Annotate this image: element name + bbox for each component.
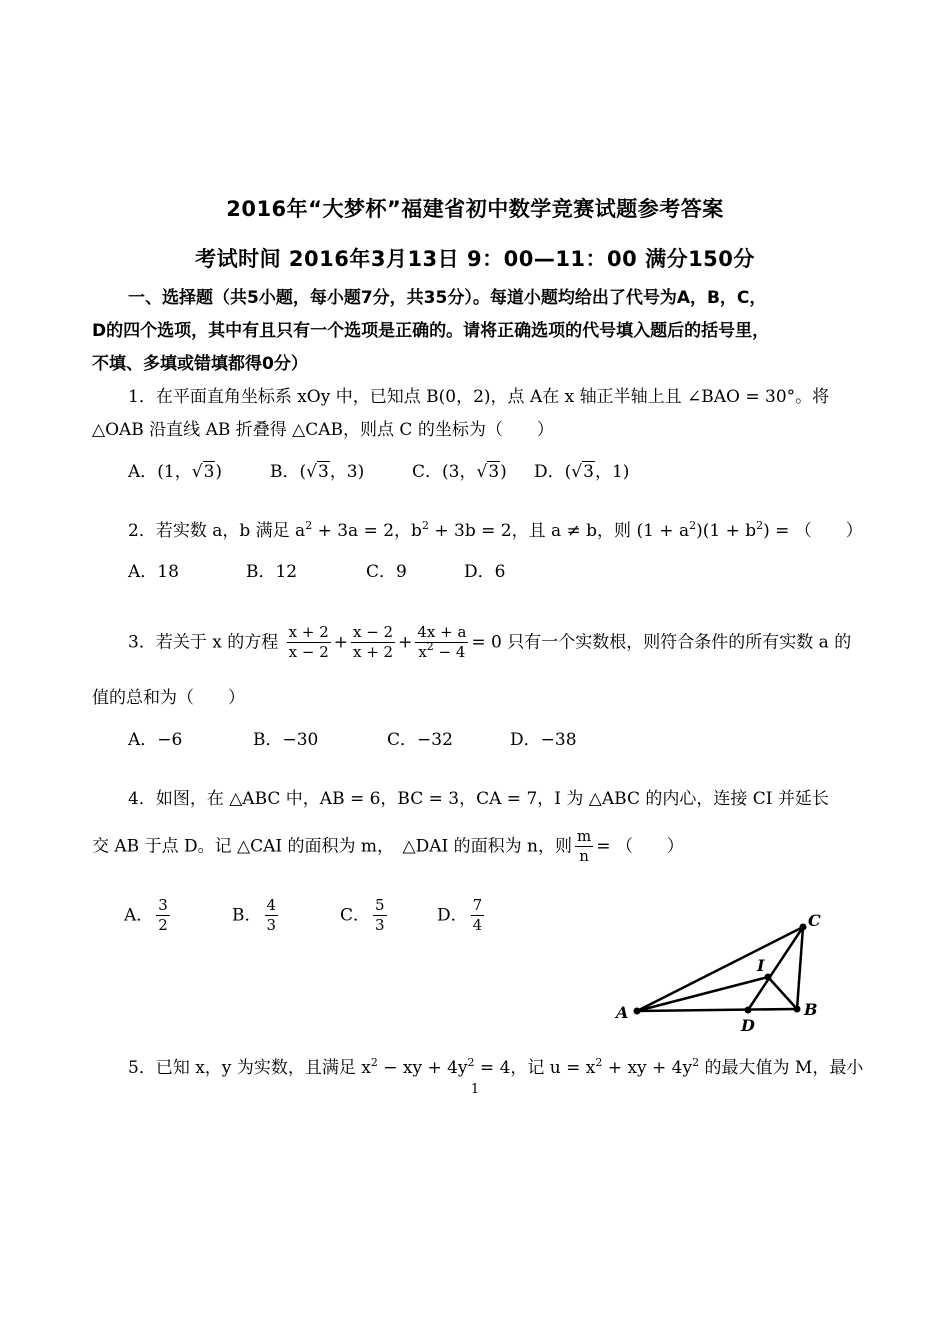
fraction-1: $\frac{x + 2}{x - 2}$ bbox=[288, 623, 329, 662]
point-d bbox=[745, 1007, 752, 1014]
label-d: D bbox=[741, 1016, 755, 1035]
point-a bbox=[634, 1008, 641, 1015]
question-3-option-a: A．−6 bbox=[128, 730, 183, 750]
question-2-option-d: D．6 bbox=[464, 562, 506, 582]
question-4-option-a: A． $\frac{3}{2}$ bbox=[124, 896, 168, 935]
question-1-option-d: D．(√3，1) bbox=[534, 462, 630, 482]
label-b: B bbox=[804, 1000, 818, 1019]
question-3-option-d: D．−38 bbox=[510, 730, 577, 750]
question-4-option-b: B． $\frac{4}{3}$ bbox=[232, 896, 277, 935]
fraction-m-over-n: $\frac{m}{n}$ bbox=[576, 827, 592, 866]
point-b bbox=[794, 1006, 801, 1013]
exam-info: 考试时间 2016年3月13日 9：00—11：00 满分150分 bbox=[195, 247, 755, 271]
question-1-option-c: C．(3，√3) bbox=[412, 462, 507, 482]
page-number: 1 bbox=[470, 1082, 480, 1097]
question-2-option-b: B．12 bbox=[246, 562, 298, 582]
question-4-line-2: 交 AB 于点 D。记 △CAI 的面积为 m， △DAI 的面积为 n，则 $\frac{m}{n}$ = （ ） bbox=[92, 827, 684, 866]
section-intro-line-3: 不填、多填或错填都得0分） bbox=[92, 354, 308, 374]
fraction-3: $\frac{4x + a}{x^2 - 4}$ bbox=[417, 623, 467, 662]
document-title: 2016年“大梦杯”福建省初中数学竞赛试题参考答案 bbox=[226, 197, 724, 221]
question-3-option-b: B．−30 bbox=[253, 730, 319, 750]
segment-ac bbox=[637, 927, 803, 1011]
segment-ai bbox=[637, 977, 768, 1011]
label-c: C bbox=[808, 911, 821, 930]
label-a: A bbox=[616, 1003, 629, 1022]
question-3-option-c: C．−32 bbox=[387, 730, 453, 750]
question-4-option-c: C． $\frac{5}{3}$ bbox=[340, 896, 385, 935]
segment-ab bbox=[637, 1009, 797, 1011]
question-2-option-a: A．18 bbox=[128, 562, 179, 582]
segment-ib bbox=[768, 977, 797, 1009]
label-i: I bbox=[757, 956, 765, 975]
question-1-line-1: 1．在平面直角坐标系 xOy 中，已知点 B(0，2)，点 A在 x 轴正半轴上且 ∠BAO = 30°。将 bbox=[128, 387, 830, 407]
question-4-option-d: D． $\frac{7}{4}$ bbox=[437, 896, 483, 935]
segment-cb bbox=[797, 927, 803, 1009]
question-1-option-a: A．(1，√3) bbox=[128, 462, 223, 482]
question-3-line-2: 值的总和为（ ） bbox=[92, 688, 245, 708]
question-2-line-1: 2．若实数 a，b 满足 $a^2 + 3a = 2$，$b^2 + 3b = 2$，且 a ≠ b，则 $(1 + a^2)(1 + b^2)$ = （ ） bbox=[128, 519, 863, 541]
question-1-line-2: △OAB 沿直线 AB 折叠得 △CAB，则点 C 的坐标为（ ） bbox=[92, 420, 554, 440]
section-intro-line-1: 一、选择题（共5小题，每小题7分，共35分）。每道小题均给出了代号为A，B，C， bbox=[128, 288, 767, 308]
question-1-option-b: B．(√3，3) bbox=[270, 462, 365, 482]
point-i bbox=[765, 974, 772, 981]
section-intro-line-2: D的四个选项，其中有且只有一个选项是正确的。请将正确选项的代号填入题后的括号里， bbox=[92, 321, 770, 341]
question-3-line-1: 3．若关于 x 的方程 $\frac{x + 2}{x - 2}$ + $\frac{x - 2}{x + 2}$ + $\frac{4x + a}{x^2 - 4}$ = 0 只有一个实数根，则符合条件的所有实数 a 的 bbox=[128, 623, 852, 662]
question-2-option-c: C．9 bbox=[366, 562, 407, 582]
question-5-line-1: 5．已知 x，y 为实数，且满足 $x^2$ − xy + $4y^2 = 4$，记 $u = x^2$ + xy + $4y^2$ 的最大值为 M，最小 bbox=[128, 1056, 864, 1078]
point-c bbox=[800, 924, 807, 931]
question-4-line-1: 4．如图，在 △ABC 中，AB = 6，BC = 3，CA = 7，I 为 △ABC 的内心，连接 CI 并延长 bbox=[128, 789, 829, 809]
fraction-2: $\frac{x - 2}{x + 2}$ bbox=[352, 623, 394, 662]
triangle-figure bbox=[600, 900, 840, 1040]
